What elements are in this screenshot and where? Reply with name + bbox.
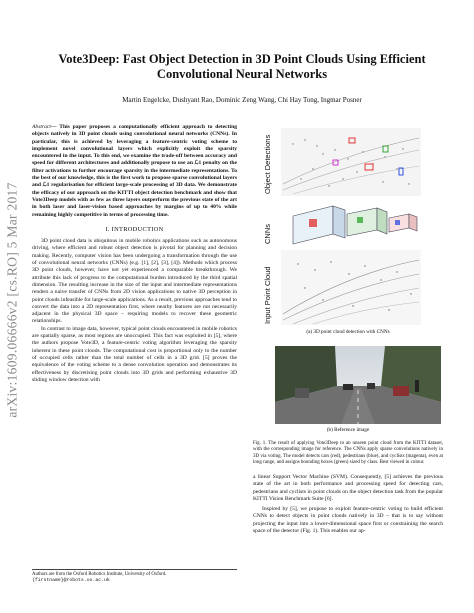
abstract — [32, 124, 237, 219]
label-object-detections: Object Detections — [263, 134, 272, 194]
section-heading: I. INTRODUCTION — [105, 225, 164, 233]
reference-image — [275, 346, 441, 424]
right-body-text — [253, 474, 443, 535]
detection-point-cloud — [281, 128, 421, 196]
intro-paragraph-1: 3D point cloud data is ubiquitous in mobile robotics applications such as autonomous driving, where efficient and robust object detection is pivotal for planning and decision making. Recently, computer vision has been undergoing a transformation through the use of convolutional neural networks (CNNs) (e.g. [1], [2], [3], [4]). Methods which process 3D point clouds, however, have not yet experienced a comparable breakthrough. We attribute this lack of progress to the computational burden introduced by the third spatial dimension. The resulting increase in the size of the input and intermediate representations renders a naive transfer of CNNs from 2D vision applications to native 3D perception in point clouds infeasible for large-scale applications. As a result, previous approaches tend to convert the data into a 2D representation first, where nearby features are not necessarily adjacent in the physical 3D space – requiring models to recover these geometric relationships. — [32, 238, 237, 325]
right-paragraph-2: Inspired by [5], we propose to exploit feature-centric voting to build efficient CNNs to detect objects in point clouds natively in 3D – that is to say without projecting the input into a lower-dimensional space first or constraining the search space of the detector (Fig. 1). This enables our ap- — [253, 506, 443, 535]
label-cnns: CNNs — [263, 224, 272, 244]
footnote-affiliation: Authors are from the Oxford Robotics Institute, University of Oxford. — [32, 572, 167, 577]
figure-caption: Fig. 1. The result of applying Vote3Deep to an unseen point cloud from the KITTI dataset, with the corresponding image for reference. The CNNs apply sparse convolutions natively in 3D via voting. The model detects cars (red), pedestrians (blue), and cyclists (magenta), even at long range, and assigns bounding boxes (green) sized by class. Best viewed in colour. — [253, 441, 443, 465]
title-line-2: Convolutional Neural Networks — [156, 67, 328, 81]
footnote — [32, 569, 237, 584]
footnote-email: {firstname}@robots.ox.ac.uk — [32, 578, 110, 583]
arxiv-id: arXiv:1609.06666v2 [cs.RO] 5 Mar 2017 — [5, 182, 21, 418]
arxiv-stamp — [2, 150, 24, 450]
title-line-1: Vote3Deep: Fast Object Detection in 3D Point Clouds Using Efficient — [58, 52, 426, 66]
left-column — [32, 124, 237, 384]
right-paragraph-1: a linear Support Vector Machine (SVM). Consequently, [5] achieves the previous state of the art in both performance and processing speed for detecting cars, pedestrians and cyclists in point clouds on the object detection task from the popular KITTI Vision Benchmark Suite [6]. — [253, 474, 443, 502]
figure-1b — [275, 346, 441, 424]
intro-paragraph-2: In contrast to image data, however, typical point clouds encountered in mobile robotics are spatially sparse, as most regions are unoccupied. This fact was exploited in [5], where the authors propose Vote3D, a feature-centric voting algorithm leveraging the sparsity inherent in these point clouds. The computational cost is proportional only to the number of occupied cells rather than the total number of cells in a 3D grid. [5] proves the equivalence of the voting scheme to a dense convolution operation and demonstrates its effectiveness by discretising point clouds into 3D grids and performing exhaustive 3D sliding window detection with — [32, 325, 237, 383]
figure-1a — [253, 124, 443, 329]
input-point-cloud — [281, 250, 421, 325]
subcaption-a: (a) 3D point cloud detection with CNNs — [306, 329, 390, 335]
abstract-lead: Abstract — [32, 124, 51, 130]
paper-title — [40, 52, 444, 82]
abstract-body: — This paper proposes a computationally efficient approach to detecting objects natively in 3D point clouds using convolutional neural networks (CNNs). In particular, this is achieved by leveraging a feature-centric voting scheme to implement novel convolutional layers which explicitly exploit the sparsity encountered in the input. To this end, we examine the trade-off between accuracy and speed for different architectures and additionally propose to use an ℒ1 penalty on the filter activations to further encourage sparsity in the intermediate representations. To the best of our knowledge, this is the first work to propose sparse convolutional layers and ℒ1 regularisation for efficient large-scale processing of 3D data. We demonstrate the efficacy of our approach on the KITTI object detection benchmark and show that Vote3Deep models with as few as three layers outperform the previous state of the art in both laser and laser-vision based approaches by margins of up to 40% while remaining highly competitive in terms of processing time. — [32, 124, 237, 218]
label-input-point-cloud: Input Point Cloud — [263, 266, 272, 324]
right-column — [253, 124, 443, 535]
point-cloud-figure — [253, 124, 443, 329]
author-list: Martin Engelcke, Dushyant Rao, Dominic Zeng Wang, Chi Hay Tong, Ingmar Posner — [122, 96, 362, 104]
subcaption-b: (b) Reference image — [326, 427, 370, 433]
